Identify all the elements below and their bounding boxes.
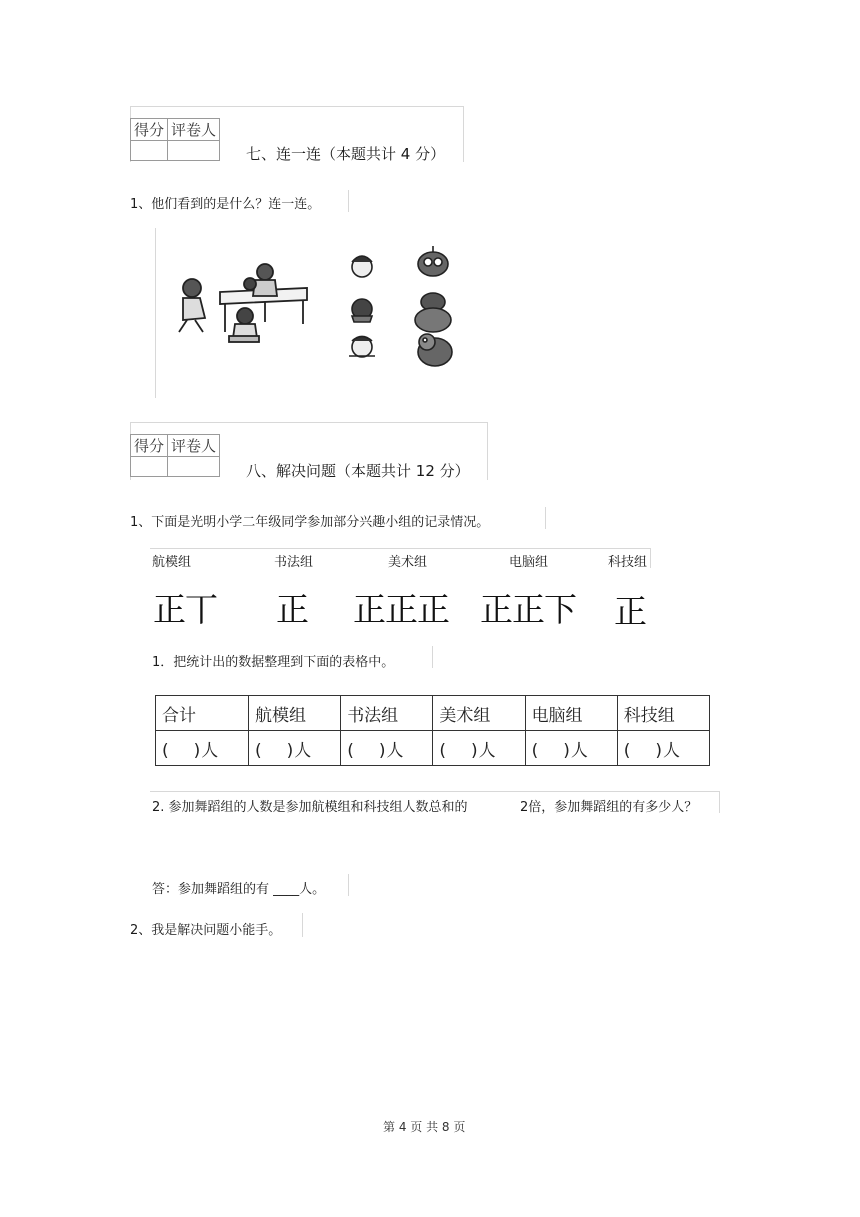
group-name-calligraphy: 书法组 (274, 555, 314, 570)
group-name-computer: 电脑组 (509, 555, 549, 570)
grader-cell[interactable] (168, 457, 220, 477)
score-box-section-8 (130, 434, 220, 477)
answer-cell-total[interactable]: ( )人 (156, 731, 249, 766)
kid-faces-column (349, 256, 375, 357)
sub-question-2-part-1: 2. 参加舞蹈组的人数是参加航模组和科技组人数总和的 (152, 800, 468, 815)
stats-table (155, 695, 710, 766)
answer-cell-art[interactable]: ( )人 (433, 731, 525, 766)
tally-art: 正正正 (353, 590, 449, 629)
table-row (156, 731, 710, 766)
group-name-art: 美术组 (388, 555, 428, 570)
tally-science: 正 (614, 592, 646, 631)
score-label: 得分 (131, 119, 168, 141)
tally-aviation: 正丅 (153, 590, 217, 629)
kids-table-scene (179, 264, 307, 342)
answer-cell-calligraphy[interactable]: ( )人 (341, 731, 433, 766)
answer-line: 答：参加舞蹈组的有 ____人。 (152, 882, 326, 897)
table-header: 美术组 (433, 696, 525, 731)
score-cell[interactable] (131, 141, 168, 161)
table-header: 科技组 (617, 696, 709, 731)
page-number: 第 4 页 共 8 页 (383, 1120, 466, 1134)
answer-cell-science[interactable]: ( )人 (617, 731, 709, 766)
table-header-row (156, 696, 710, 731)
answer-cell-aviation[interactable]: ( )人 (249, 731, 341, 766)
grader-label: 评卷人 (168, 435, 220, 457)
section-7-title: 七、连一连（本题共计 4 分） (246, 145, 446, 163)
table-header: 合计 (156, 696, 249, 731)
score-box-section-7 (130, 118, 220, 161)
score-label: 得分 (131, 435, 168, 457)
score-cell[interactable] (131, 457, 168, 477)
question-8-1: 1、下面是光明小学二年级同学参加部分兴趣小组的记录情况。 (130, 515, 490, 530)
toy-figures-column (415, 246, 452, 366)
sub-question-2-part-2: 2倍，参加舞蹈组的有多少人？ (520, 800, 698, 815)
group-name-aviation: 航模组 (152, 555, 192, 570)
grader-label: 评卷人 (168, 119, 220, 141)
tally-computer: 正正下 (480, 590, 576, 629)
matching-illustration (165, 240, 470, 385)
section-8-title: 八、解决问题（本题共计 12 分） (246, 462, 470, 480)
tally-calligraphy: 正 (276, 590, 308, 629)
question-7-1: 1、他们看到的是什么？连一连。 (130, 197, 321, 212)
sub-question-1: 1．把统计出的数据整理到下面的表格中。 (152, 655, 395, 670)
grader-cell[interactable] (168, 141, 220, 161)
table-header: 书法组 (341, 696, 433, 731)
table-header: 航模组 (249, 696, 341, 731)
question-8-2: 2、我是解决问题小能手。 (130, 923, 282, 938)
answer-cell-computer[interactable]: ( )人 (525, 731, 617, 766)
table-header: 电脑组 (525, 696, 617, 731)
group-name-science: 科技组 (608, 555, 648, 570)
